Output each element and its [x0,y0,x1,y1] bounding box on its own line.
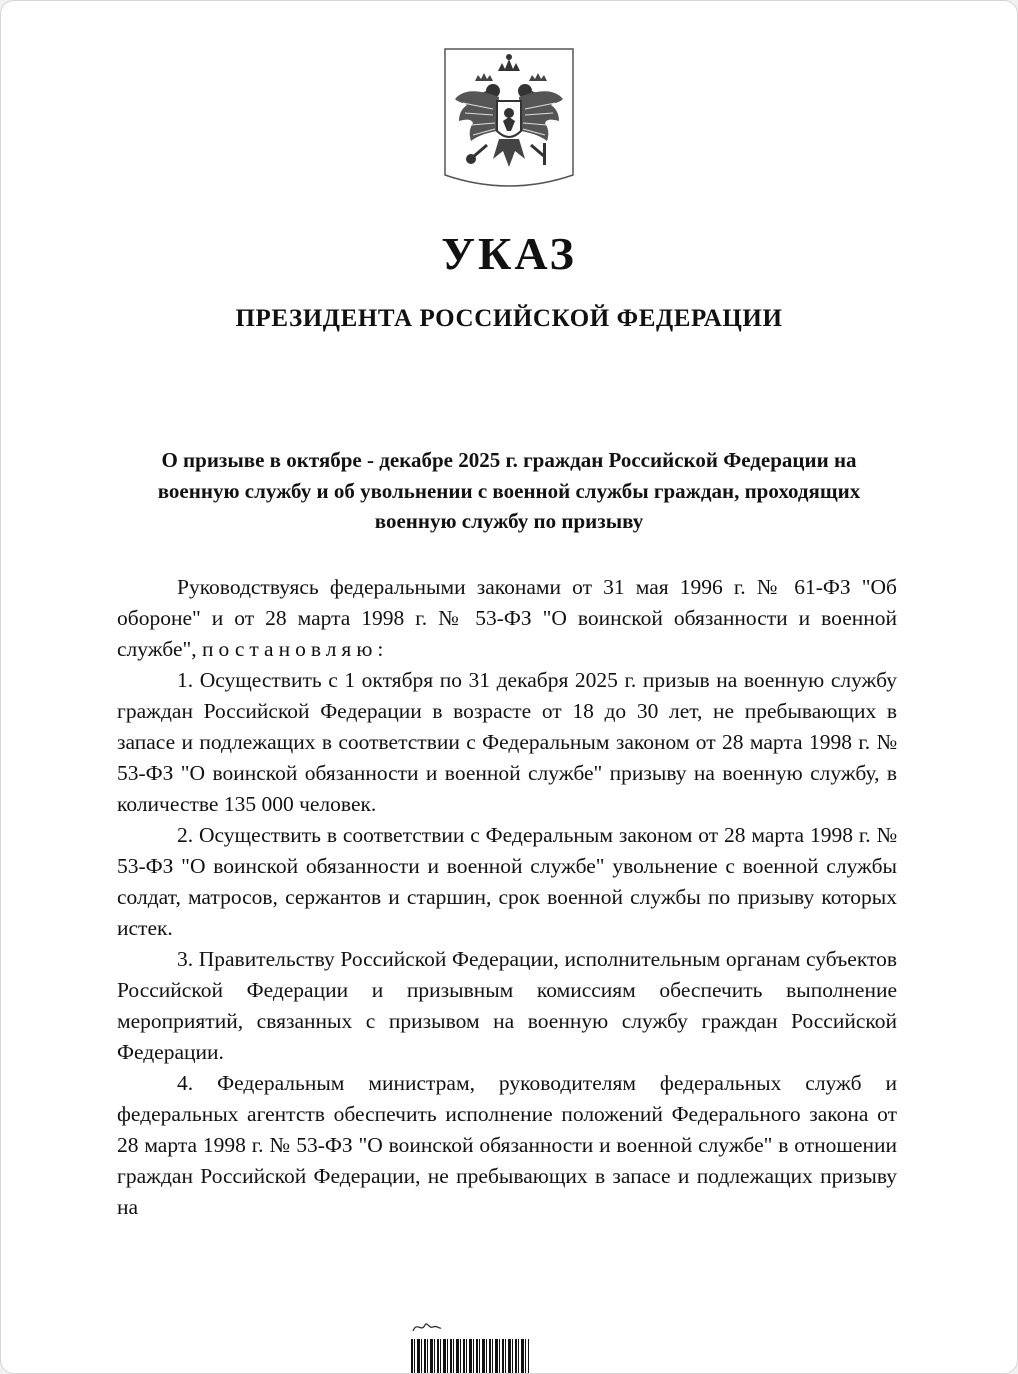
document-stamp [411,1319,531,1374]
paragraph-1: 1. Осуществить с 1 октября по 31 декабря 2025 г. призыв на военную службу граждан Российской Федерации в возрасте от 18 до 30 лет, не пребывающих в запасе и подлежащих в соответствии с Федеральным законом от 28 марта 1998 г. № 53-ФЗ "О воинской обязанности и военной службе" призыву на военную службу, в количестве 135 000 человек. [117,668,897,816]
decree-word: постановляю: [202,637,389,661]
preamble-text: Руководствуясь федеральными законами от 31 мая 1996 г. № 61-ФЗ "Об обороне" и от 28 марта 1998 г. № 53-ФЗ "О воинской обязанности и военной службе", [117,575,897,661]
barcode-icon [411,1339,529,1374]
paragraph-2: 2. Осуществить в соответствии с Федеральным законом от 28 марта 1998 г. № 53-ФЗ "О воинской обязанности и военной службе" увольнение с военной службы солдат, матросов, сержантов и старшин, срок военной службы по призыву которых истек. [117,823,897,940]
document-title: УКАЗ [441,228,577,279]
paragraph-3: 3. Правительству Российской Федерации, исполнительным органам субъектов Российской Федерации и призывным комиссиям обеспечить выполнение мероприятий, связанных с призывом на военную службу граждан Российской Федерации. [117,947,897,1064]
preamble [117,572,897,665]
document-subtitle: ПРЕЗИДЕНТА РОССИЙСКОЙ ФЕДЕРАЦИИ [235,305,783,332]
paragraph-4: 4. Федеральным министрам, руководителям федеральных служб и федеральных агентств обеспечить исполнение положений Федерального закона от 28 марта 1998 г. № 53-ФЗ "О воинской обязанности и военной службе" в отношении граждан Российской Федерации, не пребывающих в запасе и подлежащих призыву на [117,1071,897,1219]
decree-body [117,572,897,1223]
coat-of-arms-icon [443,47,575,197]
decree-heading: О призыве в октябре - декабре 2025 г. граждан Российской Федерации на военную службу и об увольнении с военной службы граждан, проходящих военную службу по призыву [157,448,861,533]
signature-mark-icon [411,1319,443,1335]
